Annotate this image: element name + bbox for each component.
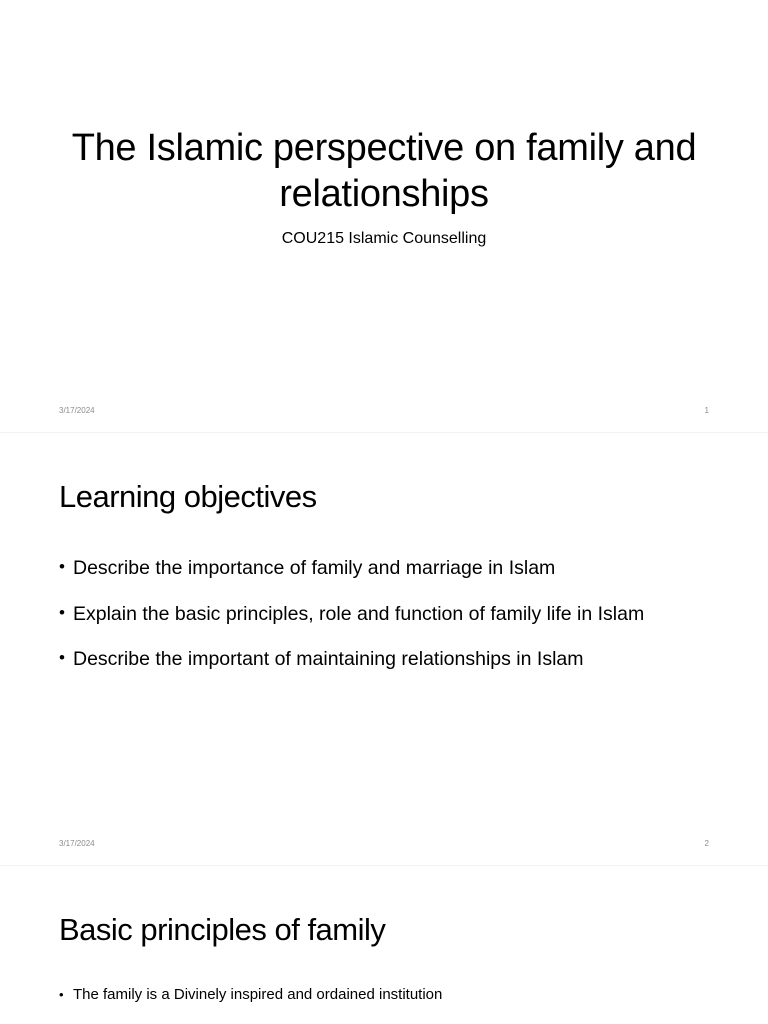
bullet-icon: • <box>59 557 65 576</box>
slide-1-date: 3/17/2024 <box>59 406 95 415</box>
bullet-item <box>59 556 644 580</box>
slide-3-bullet-list <box>59 985 442 1005</box>
slide-3 <box>0 866 768 1024</box>
slide-3-title: Basic principles of family <box>59 912 386 947</box>
bullet-text: Explain the basic principles, role and function of family life in Islam <box>73 602 645 625</box>
slide-2-title: Learning objectives <box>59 479 317 514</box>
slide-1 <box>0 0 768 432</box>
slide-1-subtitle: COU215 Islamic Counselling <box>281 230 487 247</box>
slide-1-title: The Islamic perspective on family and relationships <box>71 127 697 215</box>
slide-2-date: 3/17/2024 <box>59 839 95 848</box>
bullet-icon: • <box>59 987 64 1002</box>
slide-2-number: 2 <box>704 839 709 848</box>
bullet-icon: • <box>59 602 65 622</box>
bullet-item <box>59 985 442 1005</box>
slide-2 <box>0 433 768 865</box>
bullet-text: Describe the importance of family and marriage in Islam <box>73 557 556 579</box>
slide-2-bullet-list <box>59 556 644 693</box>
slide-1-number: 1 <box>704 406 709 415</box>
bullet-icon: • <box>59 648 65 667</box>
bullet-text: Describe the important of maintaining relationships in Islam <box>73 648 584 670</box>
bullet-item <box>59 647 644 671</box>
bullet-text: The family is a Divinely inspired and ordained institution <box>73 986 443 1003</box>
bullet-item <box>59 602 644 626</box>
